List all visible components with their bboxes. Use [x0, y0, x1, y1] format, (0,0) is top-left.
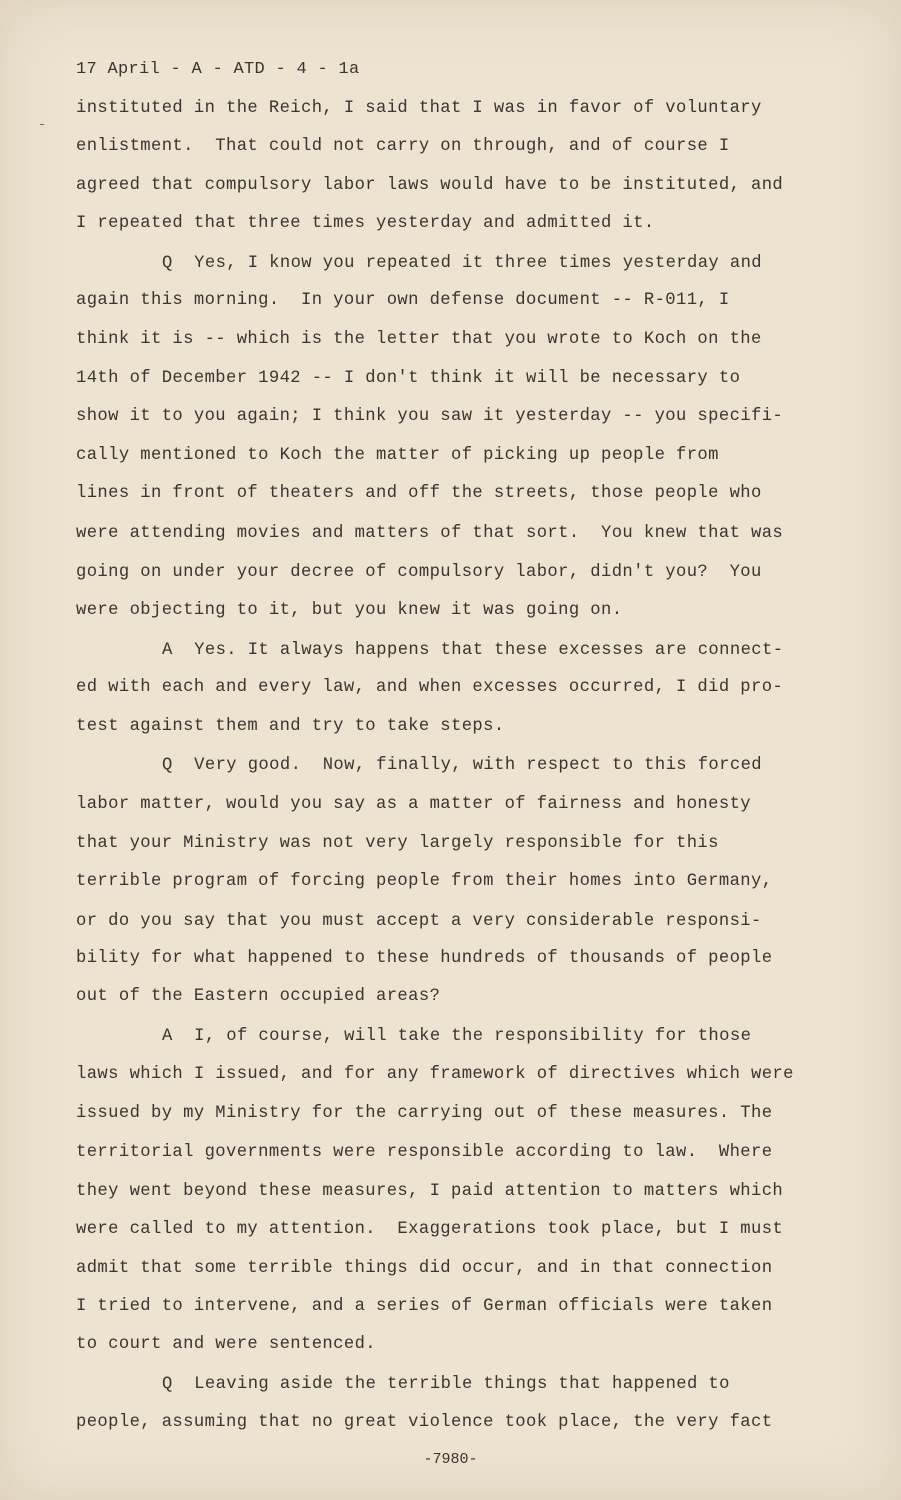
text-line: test against them and try to take steps. [76, 717, 505, 736]
text-line: were called to my attention. Exaggerations took place, but I must [76, 1220, 784, 1239]
page-number: -7980- [423, 1451, 478, 1468]
text-line: that your Ministry was not very largely responsible for this [76, 834, 719, 853]
text-line: were objecting to it, but you knew it was going on. [76, 601, 623, 620]
text-line: enlistment. That could not carry on through, and of course I [76, 137, 730, 156]
text-line: 14th of December 1942 -- I don't think it will be necessary to [76, 369, 741, 388]
text-line: going on under your decree of compulsory labor, didn't you? You [76, 563, 762, 582]
text-line: terrible program of forcing people from their homes into Germany, [76, 872, 773, 891]
text-line: or do you say that you must accept a very considerable responsi- [76, 912, 762, 931]
text-line: A I, of course, will take the responsibility for those [162, 1027, 752, 1046]
text-line: were attending movies and matters of that sort. You knew that was [76, 524, 784, 543]
text-line: I repeated that three times yesterday and admitted it. [76, 214, 655, 233]
text-line: admit that some terrible things did occur, and in that connection [76, 1259, 773, 1278]
text-line: labor matter, would you say as a matter of fairness and honesty [76, 795, 751, 814]
text-line: to court and were sentenced. [76, 1335, 376, 1354]
text-line: out of the Eastern occupied areas? [76, 987, 441, 1006]
text-line: again this morning. In your own defense document -- R-011, I [76, 291, 730, 310]
text-line: laws which I issued, and for any framework of directives which were [76, 1065, 794, 1084]
text-line: think it is -- which is the letter that you wrote to Koch on the [76, 330, 762, 349]
text-line: A Yes. It always happens that these excesses are connect- [162, 641, 784, 660]
margin-mark [40, 124, 44, 125]
text-line: people, assuming that no great violence took place, the very fact [76, 1413, 773, 1432]
text-line: issued by my Ministry for the carrying out of these measures. The [76, 1104, 773, 1123]
text-line: instituted in the Reich, I said that I was in favor of voluntary [76, 99, 762, 118]
text-line: show it to you again; I think you saw it yesterday -- you specifi- [76, 407, 784, 426]
text-line: ed with each and every law, and when excesses occurred, I did pro- [76, 678, 784, 697]
text-line: Q Very good. Now, finally, with respect to this forced [162, 756, 762, 775]
text-line: bility for what happened to these hundreds of thousands of people [76, 949, 773, 968]
text-line: agreed that compulsory labor laws would have to be instituted, and [76, 176, 784, 195]
page-header: 17 April - A - ATD - 4 - 1a [76, 60, 360, 79]
text-line: they went beyond these measures, I paid attention to matters which [76, 1182, 784, 1201]
text-line: Q Leaving aside the terrible things that happened to [162, 1375, 730, 1394]
text-line: Q Yes, I know you repeated it three times yesterday and [162, 254, 762, 273]
text-line: lines in front of theaters and off the streets, those people who [76, 484, 762, 503]
text-line: I tried to intervene, and a series of German officials were taken [76, 1297, 773, 1316]
text-line: territorial governments were responsible according to law. Where [76, 1143, 773, 1162]
text-line: cally mentioned to Koch the matter of picking up people from [76, 446, 719, 465]
